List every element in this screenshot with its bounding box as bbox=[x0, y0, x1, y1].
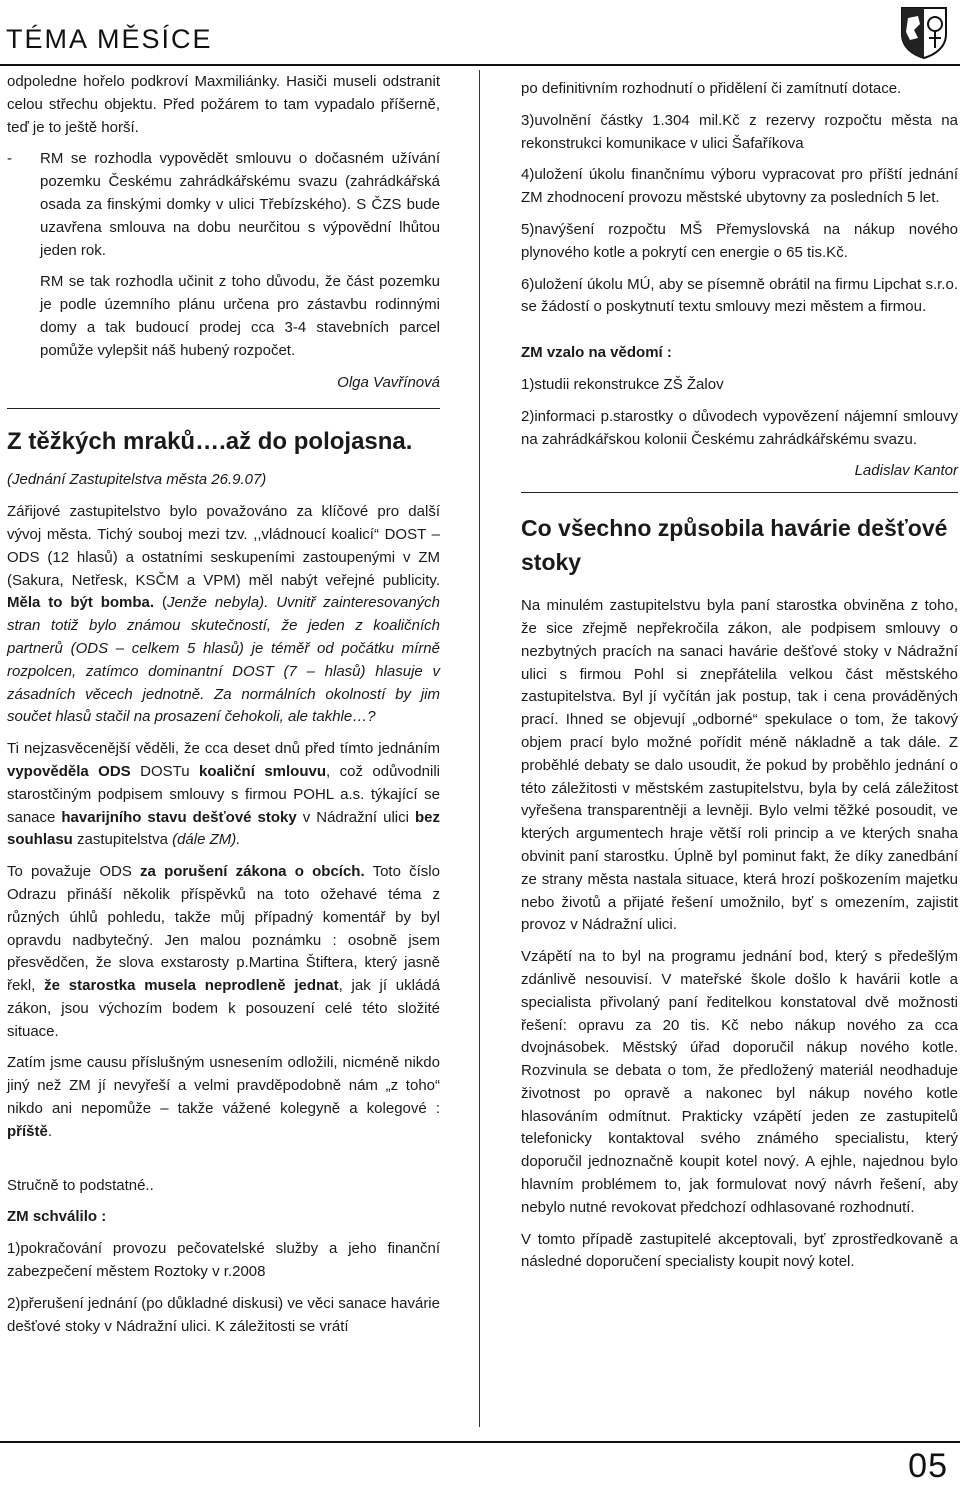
right-column bbox=[521, 78, 958, 1283]
paragraph: Vzápětí na to byl na programu jednání bod, který s předešlým zdánlivě nesouvisí. V mateřské škole došlo k havárii kotle a specialista přivolaný paní ředitelkou konstatoval dvě možnosti řešení: opravu za 20 tis. Kč nebo nákup nového za cca dvojnásobek. Městský úřad doporučil nákup nového kotle. Rozvinula se debata o tom, že předložený materiál neodhaduje životnost po opravě a nakonec byl nákup nového kotle hlasováním odmítnut. Prakticky vzápětí jeden ze zastupitelů telefonicky kontaktoval svého známého specialistu, který doporučil jednoznačně koupit kotel nový. A ejhle, najednou bylo hlavním problémem to, jak formulovat nový návrh řešení, aby nebylo nutné revokovat předchozí odhlasované rozhodnutí. bbox=[521, 948, 958, 1216]
list-heading: ZM schválilo : bbox=[7, 1208, 107, 1226]
dash-bullet: - bbox=[7, 150, 12, 168]
paragraph: RM se tak rozhodla učinit z toho důvodu, že část pozemku je podle územního plánu určena pro zástavbu rodinnými domy a tak budoucí prodej cca 3-4 stavebních parcel pomůže vylepšit náš hubený rozpočet. bbox=[40, 273, 440, 359]
list-item: 1)pokračování provozu pečovatelské služby a jeho finanční zabezpečení městem Roztoky v r.2008 bbox=[7, 1240, 440, 1281]
list-item: 1)studii rekonstrukce ZŠ Žalov bbox=[521, 375, 724, 393]
footer-rule bbox=[0, 1441, 960, 1443]
list-item: po definitivním rozhodnutí o přidělení či zamítnutí dotace. bbox=[521, 80, 902, 97]
section-separator bbox=[7, 408, 440, 409]
paragraph: V tomto případě zastupitelé akceptovali, byť zprostředkovaně a následné doporučení specialisty koupit nový kotel. bbox=[521, 1230, 958, 1271]
paragraph: odpoledne hořelo podkroví Maxmiliánky. Hasiči museli odstranit celou střechu objektu. Před požárem to tam vypadalo příšerně, teď je to ještě horší. bbox=[7, 73, 440, 136]
author-signature: Olga Vavřínová bbox=[337, 373, 440, 391]
section-separator bbox=[521, 492, 958, 493]
page-number: 05 bbox=[908, 1447, 948, 1485]
list-item: 6)uložení úkolu MÚ, aby se písemně obrátil na firmu Lipchat s.r.o. se žádostí o poskytnutí textu smlouvy mezi městem a firmou. bbox=[521, 275, 958, 316]
article-headline: Z těžkých mraků….až do polojasna. bbox=[7, 428, 413, 456]
paragraph: Stručně to podstatné.. bbox=[7, 1176, 154, 1194]
header-rule bbox=[0, 64, 960, 66]
left-column bbox=[7, 71, 440, 1347]
paragraph: Zatím jsme causu příslušným usnesením odložili, nicméně nikdo jiný než ZM jí nevyřeší a velmi pravděpodobně nám „z toho“ nikdo ani nepomůže – takže vážené kolegyně a kolegové : příště. bbox=[7, 1054, 440, 1140]
list-heading: ZM vzalo na vědomí : bbox=[521, 344, 672, 362]
section-title: TÉMA MĚSÍCE bbox=[6, 24, 213, 54]
column-divider bbox=[479, 70, 480, 1427]
author-signature: Ladislav Kantor bbox=[854, 462, 958, 480]
list-item bbox=[7, 148, 440, 262]
list-item: 5)navýšení rozpočtu MŠ Přemyslovská na nákup nového plynového kotle a pokrytí cen energie o 65 tis.Kč. bbox=[521, 220, 958, 261]
list-item: 3)uvolnění částky 1.304 mil.Kč z rezervy rozpočtu města na rekonstrukci komunikace v ulici Šafaříkova bbox=[521, 111, 958, 152]
paragraph: Ti nejzasvěcenější věděli, že cca deset dnů před tímto jednáním vypověděla ODS DOSTu koaliční smlouvu, což odůvodnili starostčiným podpisem smlouvy s firmou POHL a.s. týkající se sanace havarijního stavu dešťové stoky v Nádražní ulici bez souhlasu zastupitelstva (dále ZM). bbox=[7, 740, 440, 849]
paragraph: To považuje ODS za porušení zákona o obcích. Toto číslo Odrazu přináší několik příspěvků na toto ožehavé téma z různých úhlů pohledu, takže můj případný komentář by byl opravdu nadbytečný. Jen malou poznámku : osobně jsem přesvědčen, že slova exstarosty p.Martina Štiftera, který jasně řekl, že starostka musela neprodleně jednat, jak jí ukládá zákon, jsou výchozím bodem k posouzení celé této složité situace. bbox=[7, 863, 440, 1040]
coat-of-arms-icon bbox=[896, 4, 952, 60]
paragraph: Zářijové zastupitelstvo bylo považováno za klíčové pro další vývoj města. Tichý souboj mezi tzv. ,,vládnoucí koalicí“ DOST – ODS (12 hlasů) a ostatními seskupeními zastoupenými v ZM (Sakura, Netřesk, KSČM a VPM) měl nabýt veřejné publicity. Měla to být bomba. (Jenže nebyla). Uvnitř zainteresovaných stran totiž bylo známou skutečností, že jeden z koaličních partnerů (ODS – celkem 5 hlasů) je téměř od počátku mírně rozpolcen, zatímco dominantní DOST (7 – hlasů) hlasuje v zásadních věcech jednotně. Za normálních okolností by jim součet hlasů stačil na prosazení čehokoli, ale takhle…? bbox=[7, 503, 440, 726]
article-subtitle: (Jednání Zastupitelstva města 26.9.07) bbox=[7, 471, 267, 489]
list-item: 4)uložení úkolu finančnímu výboru vypracovat pro příští jednání ZM zhodnocení provozu městské ubytovny za posledních 5 let. bbox=[521, 166, 958, 207]
article-headline: Co všechno způsobila havárie dešťové stoky bbox=[521, 515, 948, 576]
list-item: 2)přerušení jednání (po důkladné diskusi) ve věci sanace havárie dešťové stoky v Nádražní ulici. K záležitosti se vrátí bbox=[7, 1294, 440, 1335]
list-item: 2)informaci p.starostky o důvodech vypovězení nájemní smlouvy na zahrádkářskou kolonii Českému zahrádkářskému svazu. bbox=[521, 407, 958, 448]
paragraph: Na minulém zastupitelstvu byla paní starostka obviněna z toho, že sice zřejmě nepřekročila zákon, ale podpisem smlouvy o nezbytných pracích na sanaci havárie dešťové stoky v Nádražní ulici s firmou Pohl si znepřátelila velkou část městského zastupitelstva. Byl jí vyčítán jak postup, tak i cena prováděných prací. Ihned se objevují „odborné“ spekulace o tom, že takový objem prací bylo možné pořídit méně nákladně a tak dále. Z proběhlé debaty se dalo usoudit, že pokud by proběhlo jednání o této záležitosti v městském zastupitelstvu, byla by celá záležitost vyřešena transparentněji a levněji. Bylo velmi těžké posoudit, ve kterých argumentech hraje větší roli princip a ve kterých snaha obvinit paní starostku. Úplně byl pominut fakt, že díky zanedbání ze strany města nastala situace, která hrozí poškozením majetku nebo životů a přijaté řešení umožnilo, byť s omezením, zajistit provoz v Nádražní ulici. bbox=[521, 597, 958, 934]
paragraph-text: RM se rozhodla vypovědět smlouvu o dočasném užívání pozemku Českému zahrádkářskému svazu (zahrádkářská osada za finskými domky v ulici Třebízského). S ČZS bude uzavřena smlouva na dobu neurčitou s výpovědní lhůtou jeden rok. bbox=[40, 150, 440, 259]
